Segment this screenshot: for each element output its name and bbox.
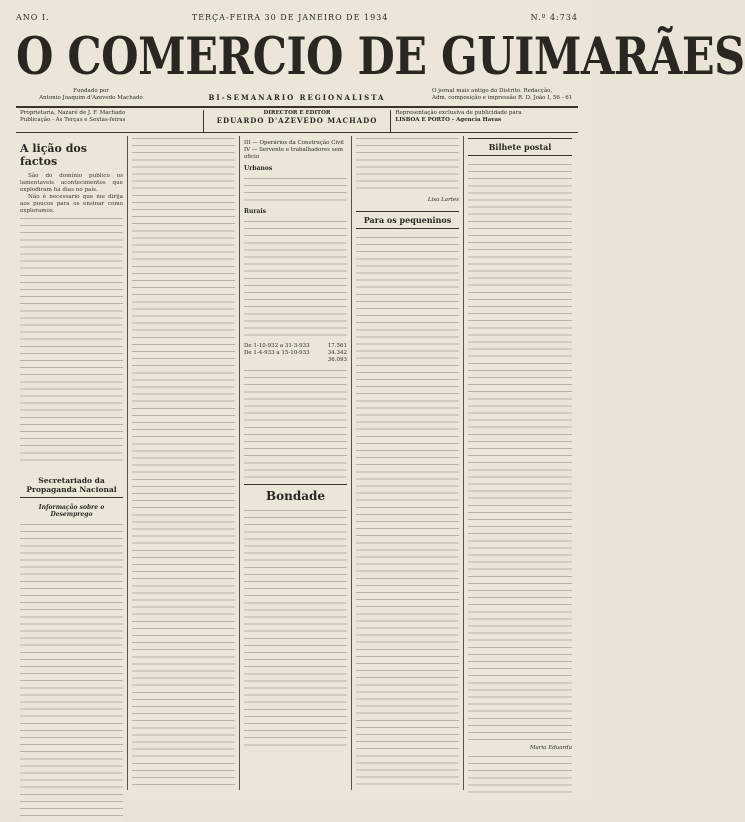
article-body-text <box>468 162 572 742</box>
issue-date: TERÇA-FEIRA 30 DE JANEIRO DE 1934 <box>191 12 389 22</box>
author-signature: Lisa Lartes <box>427 197 459 203</box>
article-body-text <box>468 754 572 794</box>
table-row: De 1-4-933 a 15-10-933 34.342 <box>244 350 347 356</box>
director-name: EDUARDO D'AZEVEDO MACHADO <box>216 116 378 125</box>
category-line: III — Operários da Construção Civil <box>244 140 344 146</box>
table-row: 36.093 <box>327 357 347 363</box>
address-note: Adm. composição e impressão R. D. João I, 56 - 61 <box>432 95 573 101</box>
info-row <box>16 108 578 132</box>
article-body-text <box>244 508 347 748</box>
section-title: Secretariado da Propaganda Nacional <box>20 476 123 498</box>
article-body-text <box>132 136 235 786</box>
article-columns <box>16 136 578 790</box>
article-body-text <box>20 522 123 822</box>
article-paragraph: Não é necessario que me dirija aos poucos para os ensinar como exploramos. <box>20 194 123 215</box>
section-subhead: Informação sobre o Desemprego <box>38 503 105 518</box>
label-rurais: Rurais <box>244 208 267 215</box>
info-rule <box>16 132 578 133</box>
category-line: IV — Servente e trabalhadores sem oficio <box>244 147 343 160</box>
redaction-note: O jornal mais antigo do Distrito. Redacção, <box>432 88 553 94</box>
label-urbanos: Urbanos <box>244 165 273 172</box>
column-2 <box>128 136 240 790</box>
article-body-text <box>20 216 123 466</box>
publication-type: BI-SEMANARIO REGIONALISTA <box>208 92 386 102</box>
section-title: Bilhete postal <box>468 138 572 156</box>
publication-days: Publicação - Ás Terças e Sextas-feiras <box>20 117 126 123</box>
column-4 <box>352 136 464 790</box>
article-paragraph: São do domínio publico os lamentaveis acontecimentos que explodiram há dias no país. <box>20 173 123 194</box>
masthead-title: O COMERCIO DE GUIMARÃES <box>16 27 745 88</box>
article-body-text <box>356 136 459 194</box>
article-body-text <box>356 235 459 785</box>
agency-line: LISBOA E PORTO - Agencia Havas <box>395 117 502 123</box>
owner-line: Proprietaria, Nazaré de J. F. Machado <box>20 110 126 116</box>
subheader <box>16 88 578 106</box>
column-3 <box>240 136 352 790</box>
author-signature: Maria Eduarda <box>529 745 572 751</box>
stats-table <box>244 343 347 364</box>
issue-number: N.º 4:734 <box>530 12 578 22</box>
headline-lesson: A lição dos factos <box>20 142 87 168</box>
director-label: DIRECTOR E EDITOR <box>263 110 331 116</box>
article-body-text <box>244 368 347 478</box>
founder-name: Antonio Joaquim d'Azevedo Machado <box>39 95 143 101</box>
advertising-line: Representação exclusiva de publicidade para <box>395 110 522 116</box>
column-1 <box>16 136 128 790</box>
dateline <box>16 10 578 24</box>
section-title: Para os pequeninos <box>356 211 459 229</box>
table-row: De 1-10-932 a 31-3-933 17.561 <box>244 343 347 349</box>
column-5 <box>464 136 576 790</box>
article-body-text <box>244 176 347 204</box>
founded-label: Fundado por <box>73 88 109 94</box>
headline-bondade: Bondade <box>244 484 347 503</box>
issue-year: ANO I. <box>16 12 50 22</box>
article-body-text <box>244 219 347 339</box>
